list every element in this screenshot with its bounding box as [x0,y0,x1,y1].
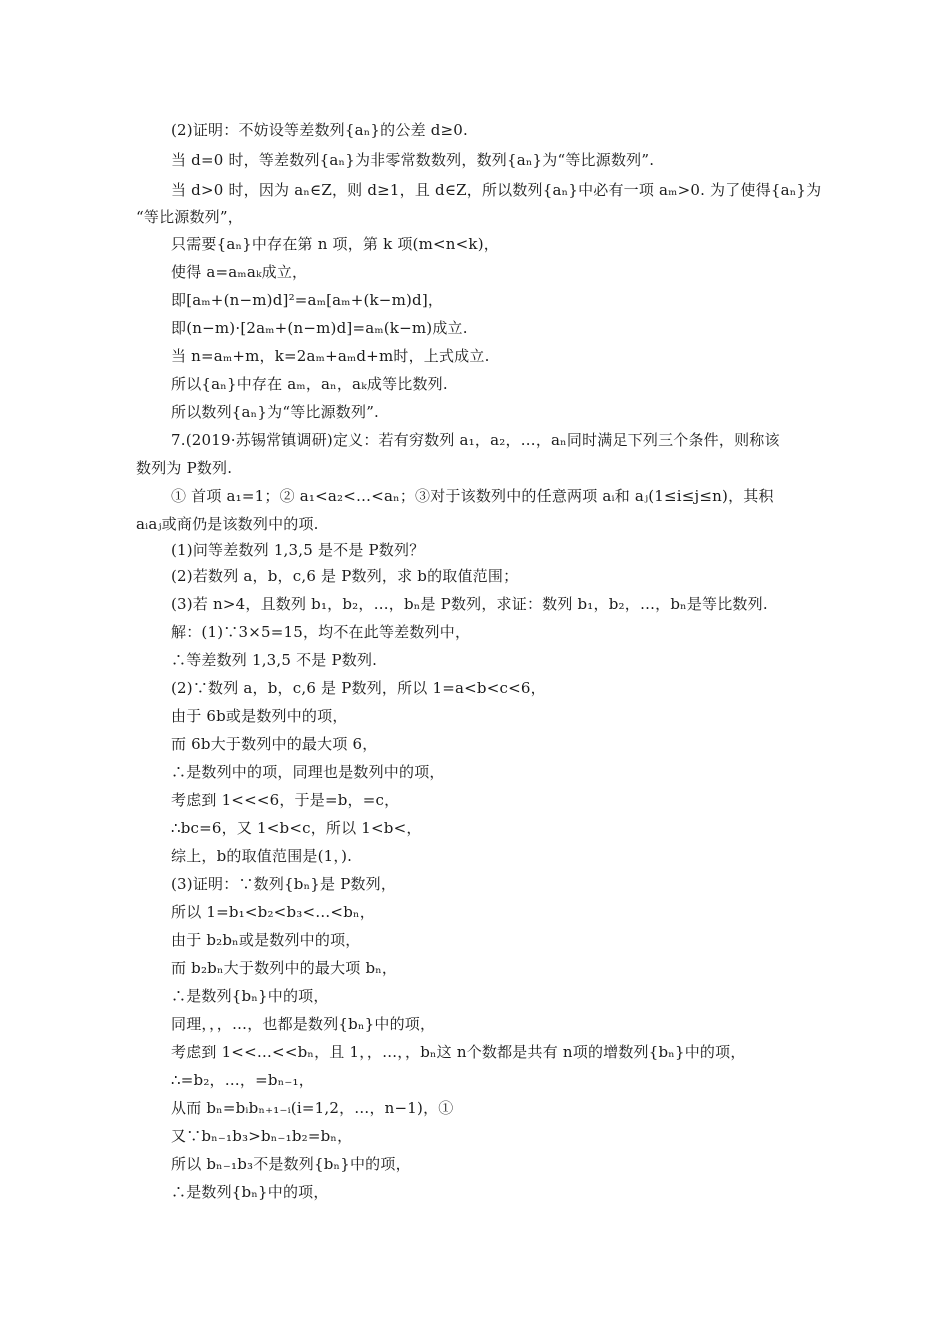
text-line: aᵢaⱼ或商仍是该数列中的项. [136,515,319,533]
text-line: 由于 b₂bₙ或是数列中的项， [171,931,361,949]
text-line: 考虑到 1<<…<<bₙ，且 1，，…，，bₙ这 n个数都是共有 n项的增数列{bₙ}中的项， [171,1043,746,1061]
text-line: 只需要{aₙ}中存在第 n 项，第 k 项(m<n<k)， [171,235,499,253]
text-line: 而 b₂bₙ大于数列中的最大项 bₙ， [171,959,398,977]
text-line: 解：(1)∵3×5=15，均不在此等差数列中， [171,623,471,641]
text-line: 而 6b大于数列中的最大项 6， [171,735,378,753]
text-line: ∴=b₂，…，=bₙ₋₁， [171,1071,314,1089]
text-line: 由于 6b或是数列中的项， [171,707,348,725]
text-line: ① 首项 a₁=1；② a₁<a₂<…<aₙ；③对于该数列中的任意两项 aᵢ和 aⱼ(1≤i≤j≤n)，其积 [171,487,774,505]
text-line: (3)证明：∵数列{bₙ}是 P数列， [171,875,397,893]
text-line: (2)证明：不妨设等差数列{aₙ}的公差 d≥0. [171,121,469,139]
text-line: 数列为 P数列. [136,459,233,477]
text-line: 综上，b的取值范围是(1，). [171,847,353,865]
text-line: 所以 bₙ₋₁b₃不是数列{bₙ}中的项， [171,1155,411,1173]
text-line: 7.(2019·苏锡常镇调研)定义：若有穷数列 a₁，a₂，…，aₙ同时满足下列三个条件，则称该 [171,431,780,449]
text-line: ∴是数列{bₙ}中的项， [171,987,329,1005]
text-line: 又∵bₙ₋₁b₃>bₙ₋₁b₂=bₙ， [171,1127,353,1145]
text-line: ∴bc=6，又 1<b<c，所以 1<b<， [171,819,422,837]
text-line: 同理，，，…，也都是数列{bₙ}中的项， [171,1015,436,1033]
text-line: 所以 1=b₁<b₂<b₃<…<bₙ， [171,903,375,921]
text-line: “等比源数列”， [136,208,243,226]
text-line: 当 n=aₘ+m，k=2aₘ+aₘd+m时，上式成立. [171,347,490,365]
text-line: 当 d>0 时，因为 aₙ∈Z，则 d≥1，且 d∈Z，所以数列{aₙ}中必有一项 aₘ>0. 为了使得{aₙ}为 [171,181,822,199]
text-line: (2)若数列 a，b，c,6 是 P数列，求 b的取值范围； [171,567,519,585]
text-line: 使得 a=aₘaₖ成立， [171,263,308,281]
text-line: (1)问等差数列 1,3,5 是不是 P数列？ [171,541,425,559]
text-line: 所以{aₙ}中存在 aₘ，aₙ，aₖ成等比数列. [171,375,448,393]
text-line: 当 d=0 时，等差数列{aₙ}为非零常数数列，数列{aₙ}为“等比源数列”. [171,151,655,169]
text-line: (3)若 n>4，且数列 b₁，b₂，…，bₙ是 P数列，求证：数列 b₁，b₂，…，bₙ是等比数列. [171,595,768,613]
text-line: 所以数列{aₙ}为“等比源数列”. [171,403,380,421]
text-line: ∴是数列{bₙ}中的项， [171,1183,329,1201]
text-line: 即[aₘ+(n−m)d]²=aₘ[aₘ+(k−m)d]， [171,291,444,309]
text-line: 即(n−m)·[2aₘ+(n−m)d]=aₘ(k−m)成立. [171,319,468,337]
text-line: ∴是数列中的项，同理也是数列中的项， [171,763,445,781]
text-line: ∴等差数列 1,3,5 不是 P数列. [171,651,378,669]
text-line: 从而 bₙ=bᵢbₙ₊₁₋ᵢ(i=1,2，…，n−1)，① [171,1099,454,1117]
text-line: 考虑到 1<<<6，于是=b，=c， [171,791,400,809]
text-line: (2)∵数列 a，b，c,6 是 P数列，所以 1=a<b<c<6， [171,679,546,697]
